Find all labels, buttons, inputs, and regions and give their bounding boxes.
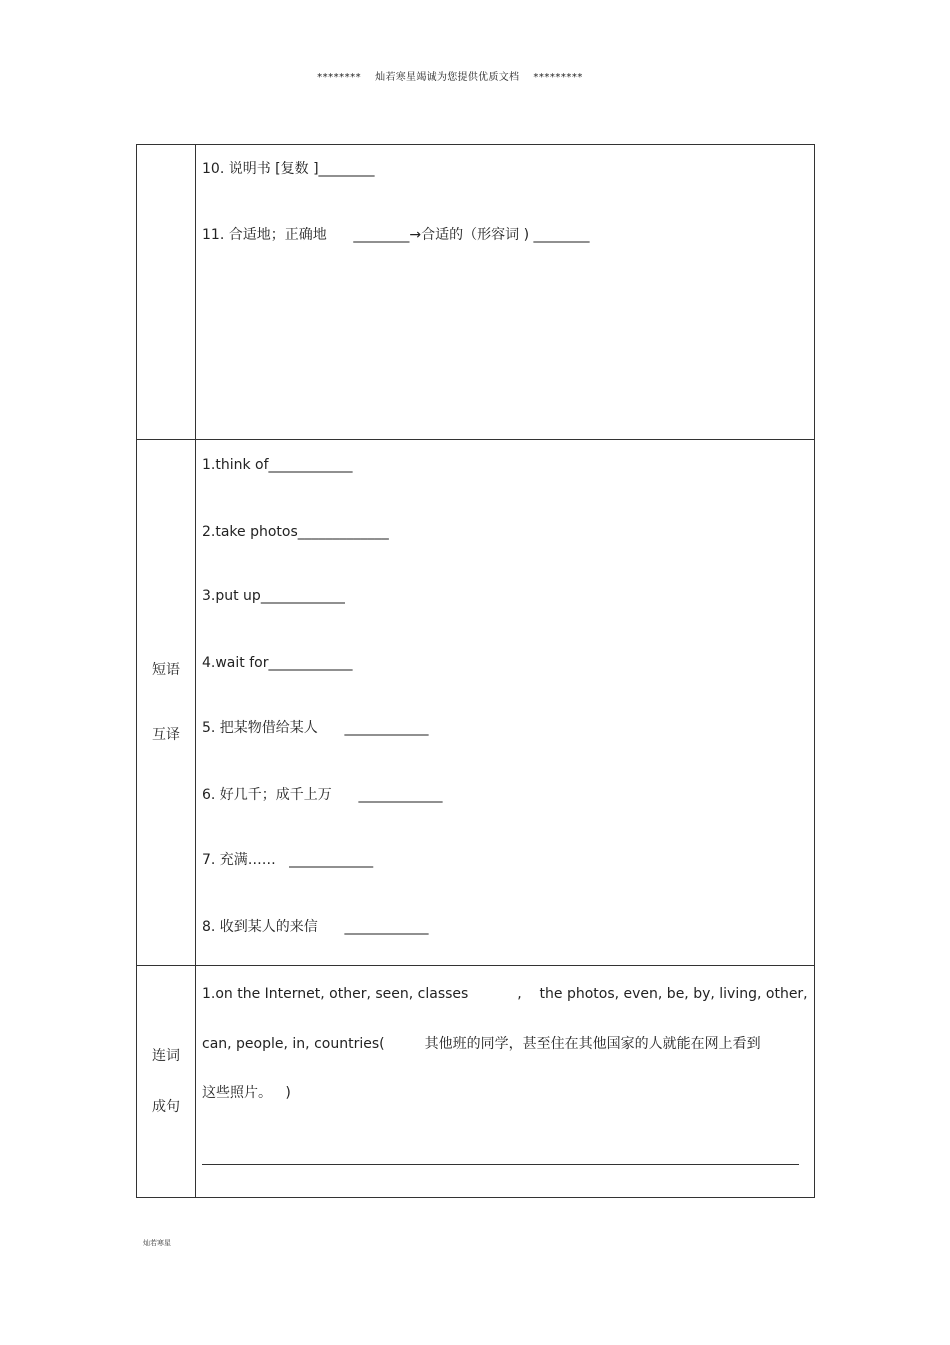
phrase-label-line2: 互译 xyxy=(152,727,180,743)
phrase-content-cell xyxy=(196,440,815,966)
sentence-label-line2: 成句 xyxy=(152,1099,180,1115)
sentence-line-3: 这些照片。 ) xyxy=(202,1085,291,1101)
worksheet-table xyxy=(136,144,815,1198)
phrase-item-5: 5. 把某物借给某人 ____________ xyxy=(202,720,429,736)
answer-line[interactable] xyxy=(202,1164,799,1165)
phrase-item-1: 1.think of____________ xyxy=(202,457,353,473)
phrase-item-8: 8. 收到某人的来信 ____________ xyxy=(202,919,429,935)
header-stars-left: ******** xyxy=(317,72,362,83)
sentence-label-cell xyxy=(137,966,196,1198)
sentence-row xyxy=(137,966,815,1198)
header-stars-right: ********* xyxy=(533,72,583,83)
sentence-line-2: can, people, in, countries( 其他班的同学，甚至住在其他国家的人就能在网上看到 xyxy=(202,1036,761,1052)
phrase-item-4: 4.wait for____________ xyxy=(202,655,353,671)
phrase-item-3: 3.put up____________ xyxy=(202,588,345,604)
phrase-item-2: 2.take photos_____________ xyxy=(202,524,389,540)
page-header xyxy=(0,68,900,83)
vocab-label-cell xyxy=(137,145,196,440)
sentence-label-line1: 连词 xyxy=(152,1048,180,1064)
vocab-item-11: 11. 合适地；正确地 ________→合适的（形容词 ) ________ xyxy=(202,227,590,243)
page-footer: 灿若寒星 xyxy=(143,1239,171,1247)
vocab-row xyxy=(137,145,815,440)
sentence-content-cell xyxy=(196,966,815,1198)
phrase-label-line1: 短语 xyxy=(152,662,180,678)
phrase-item-6: 6. 好几千；成千上万 ____________ xyxy=(202,787,443,803)
vocab-item-10: 10. 说明书 [复数 ]________ xyxy=(202,161,375,177)
sentence-line-1: 1.on the Internet, other, seen, classes , the photos, even, be, by, living, other, xyxy=(202,986,808,1002)
phrase-row xyxy=(137,440,815,966)
phrase-item-7: 7. 充满…… ____________ xyxy=(202,852,374,868)
phrase-label-cell xyxy=(137,440,196,966)
header-title: 灿若寒星竭诚为您提供优质文档 xyxy=(375,72,520,83)
vocab-content-cell xyxy=(196,145,815,440)
